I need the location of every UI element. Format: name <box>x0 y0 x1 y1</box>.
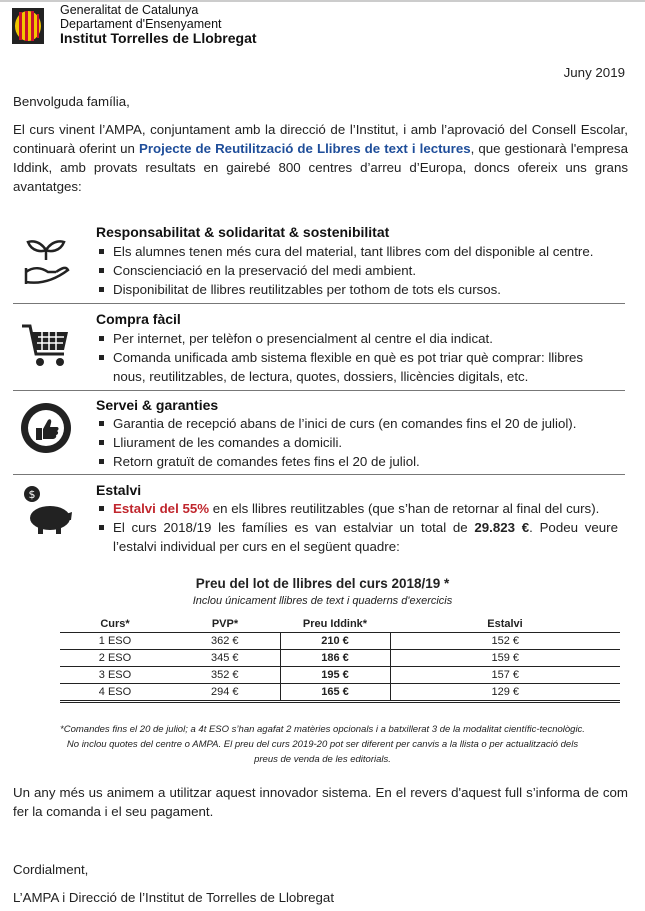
intro-text: El curs vinent l’AMPA, conjuntament amb la direcció de l’Institut, i amb l’aprovació del Consell Escolar, continuarà oferint un <box>13 122 628 156</box>
bullet-text: en els llibres reutilitzables (que s’han de retornar al final del curs). <box>209 501 600 516</box>
section-title-easy-purchase: Compra fàcil <box>96 311 181 327</box>
cell-course: 3 ESO <box>98 669 132 681</box>
cell-savings: 152 € <box>491 635 520 647</box>
intro-text-end: , que gestionarà l'empresa Iddink, amb provats resultats en gairebé 800 centres d’arreu d’Europa, doncs ofereix uns grans avantatges: <box>13 141 628 194</box>
bullet: Garantia de recepció abans de l’inici de curs (en comandes fins el 20 de juliol). <box>96 414 616 433</box>
cell-iddink-price: 186 € <box>280 650 390 667</box>
piggy-bank-icon <box>18 484 74 540</box>
section-title-savings: Estalvi <box>96 482 142 498</box>
bullet <box>96 518 618 556</box>
total-savings: 29.823 € <box>474 520 530 535</box>
shopping-cart-icon <box>18 318 74 374</box>
closing-paragraph: Un any més us animem a utilitzar aquest innovador sistema. En el revers d'aquest full s’informa de com fer la comanda i el seu pagament. <box>13 785 628 819</box>
cell-savings: 129 € <box>491 686 520 698</box>
savings-percentage: Estalvi del 55% <box>113 501 210 516</box>
bullet: Comanda unificada amb sistema flexible en què es pot triar què comprar: llibres nous, reutilitzables, de lectura, quotes, dossiers, llicències digitals, etc. <box>96 348 616 386</box>
bullet: Conscienciació en la preservació del medi ambient. <box>96 261 616 280</box>
bullet: Retorn gratuït de comandes fetes fins el 20 de juliol. <box>96 452 616 471</box>
thumbs-up-badge-icon <box>18 400 74 456</box>
cell-iddink-price: 165 € <box>280 684 390 702</box>
table-row <box>60 684 620 702</box>
divider <box>13 390 625 391</box>
cell-course: 2 ESO <box>98 652 132 664</box>
cell-savings: 157 € <box>491 669 520 681</box>
letter-date: Juny 2019 <box>563 65 625 80</box>
header-course: Curs* <box>100 618 130 630</box>
section-title-responsibility: Responsabilitat & solidaritat & sostenibilitat <box>96 224 390 240</box>
table-subtitle: Inclou únicament llibres de text i quaderns d'exercicis <box>192 595 453 607</box>
cell-iddink-price: 195 € <box>280 667 390 684</box>
hand-plant-icon <box>18 232 74 288</box>
cell-pvp: 345 € <box>210 652 239 664</box>
cell-course: 1 ESO <box>98 635 132 647</box>
top-border <box>0 0 645 2</box>
header-savings: Estalvi <box>487 618 523 630</box>
bullet: Disponibilitat de llibres reutilitzables per tothom de tots els cursos. <box>96 280 616 299</box>
header-department: Departament d'Ensenyament <box>60 17 222 31</box>
bullet-text: . Podeu veure l’estalvi individual per curs en el següent quadre: <box>113 520 618 554</box>
table-footnote: *Comandes fins el 20 de juliol; a 4t ESO s’han agafat 2 matèries opcionals i a batxillerat 3 de la modalitat científic-tecnològic. No inclou quotes del centre o AMPA. El preu del curs 2019-20 pot ser diferent per canvis a la llista o per actualització dels preus de venda de les editorials. <box>60 724 585 765</box>
section-title-service: Servei & garanties <box>96 397 219 413</box>
table-row <box>60 667 620 684</box>
cell-savings: 159 € <box>491 652 520 664</box>
cell-pvp: 352 € <box>210 669 239 681</box>
savings-bullets <box>96 499 618 556</box>
table-row <box>60 633 620 650</box>
signature: L’AMPA i Direcció de l’Institut de Torrelles de Llobregat <box>13 890 335 905</box>
service-bullets <box>96 414 616 471</box>
header-pvp: PVP* <box>211 618 239 630</box>
table-row <box>60 650 620 667</box>
cell-course: 4 ESO <box>98 686 132 698</box>
table-header-row <box>60 616 620 633</box>
purchase-bullets <box>96 329 616 386</box>
bullet: Per internet, per telèfon o presencialment al centre el dia indicat. <box>96 329 616 348</box>
bullet-text: El curs 2018/19 les famílies es van estalviar un total de <box>113 520 475 535</box>
table-title: Preu del lot de llibres del curs 2018/19 * <box>195 576 450 591</box>
bullet <box>96 499 618 518</box>
header-institute: Institut Torrelles de Llobregat <box>60 30 257 46</box>
cell-iddink-price: 210 € <box>280 633 390 650</box>
catalonia-seal-logo <box>12 8 44 44</box>
responsibility-bullets <box>96 242 616 299</box>
cell-pvp: 294 € <box>210 686 239 698</box>
header-iddink-price: Preu Iddink* <box>302 618 368 630</box>
bullet: Lliurament de les comandes a domicili. <box>96 433 616 452</box>
cell-pvp: 362 € <box>210 635 239 647</box>
divider <box>13 474 625 475</box>
regards: Cordialment, <box>13 862 89 877</box>
project-name: Projecte de Reutilització de Llibres de text i lectures <box>138 141 471 156</box>
bullet: Els alumnes tenen més cura del material, tant llibres com del disponible al centre. <box>96 242 616 261</box>
intro-paragraph <box>13 120 628 196</box>
price-table <box>60 616 620 703</box>
header-generalitat: Generalitat de Catalunya <box>60 3 199 17</box>
greeting: Benvolguda família, <box>13 94 130 109</box>
svg-text:$: $ <box>28 488 36 501</box>
divider <box>13 303 625 304</box>
